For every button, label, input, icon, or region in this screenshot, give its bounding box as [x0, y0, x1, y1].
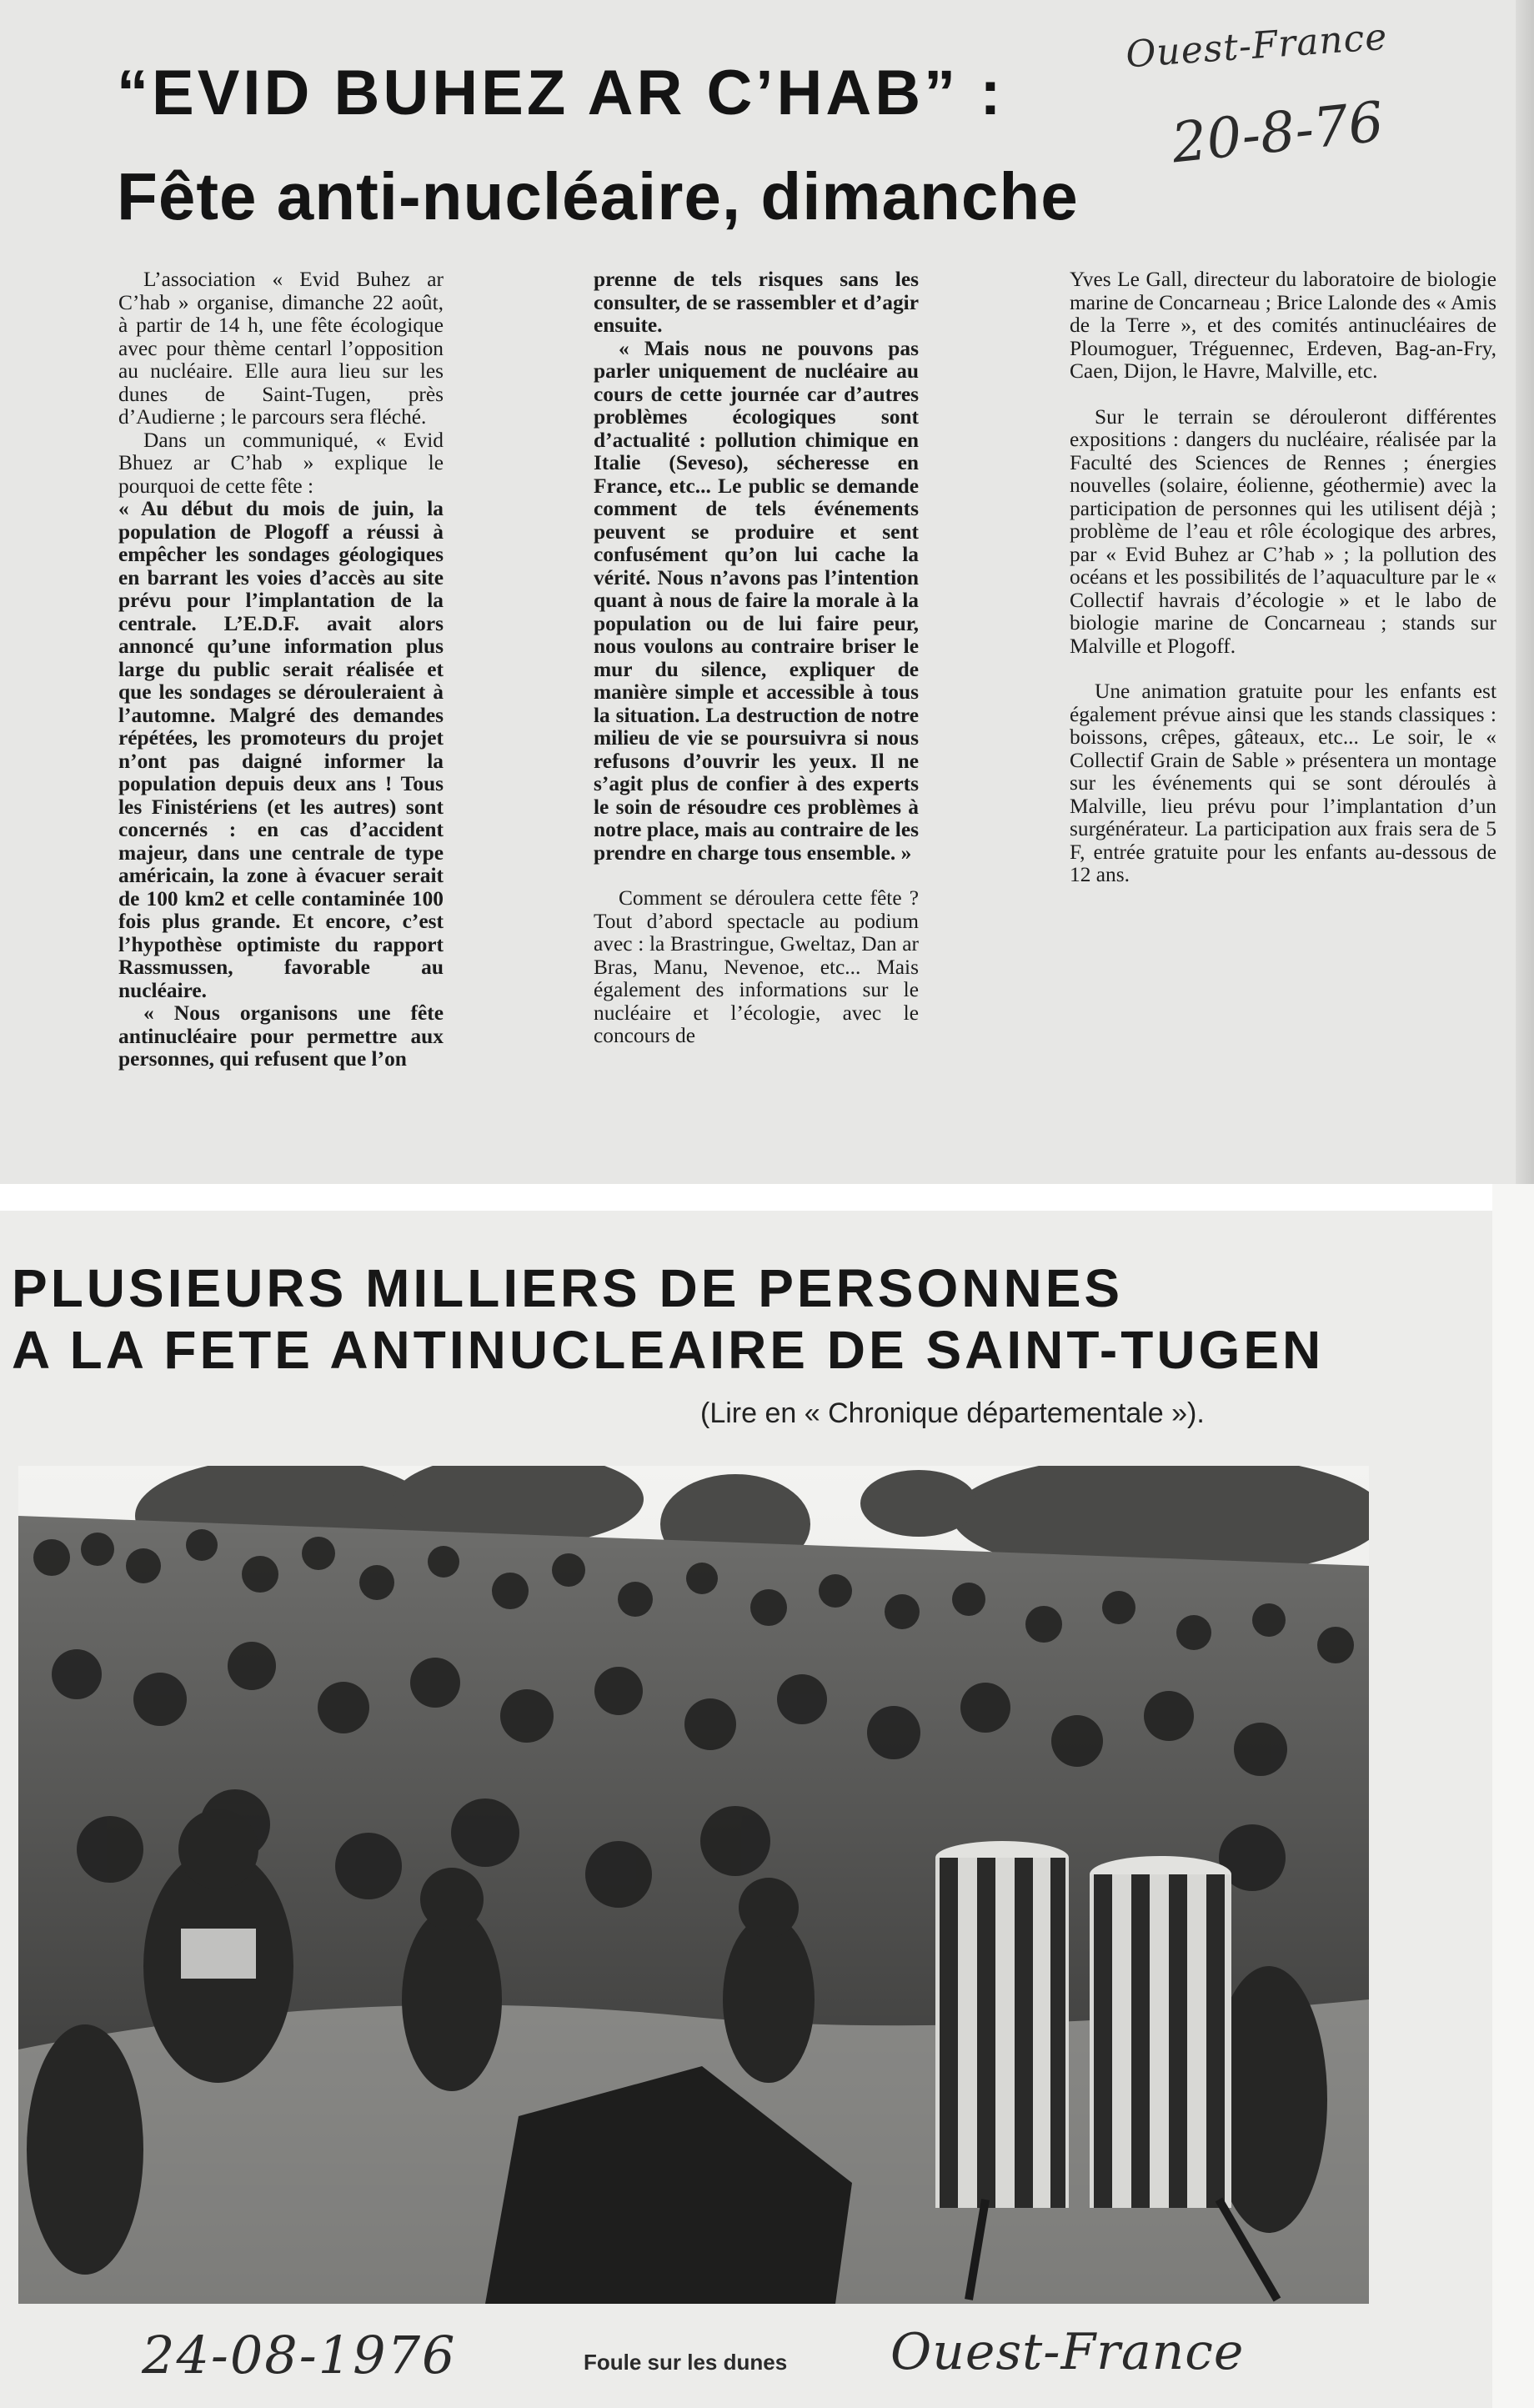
article-headline: Fête anti-nucléaire, dimanche: [117, 159, 1079, 233]
paragraph: « Mais nous ne pouvons pas parler uniquement de nucléaire au cours de cette journée car d’autres problèmes écologiques sont d’actualité : pollution chimique en Italie (Seveso), sécheresse en France, etc... Le public se demande comment de tels événements peuvent se produire et sent confusément qu’on lui cache la vérité. Nous n’avons pas l’intention quant à nous de faire la morale à la population ou de lui faire peur, nous voulons au contraire briser le mur du silence, expliquer de manière simple et accessible à tous la situation. La destruction de notre milieu de vie se poursuivra si nous refusons d’ouvrir les yeux. Il ne s’agit plus de confier à des experts le soin de résoudre ces problèmes à notre place, mais au contraire de les prendre en charge tous ensemble. »: [594, 336, 919, 865]
paragraph: « Au début du mois de juin, la population de Plogoff a réussi à empêcher les sondages géologiques en barrant les voies d’accès au site prévu pour l’implantation de la centrale. L’E.D.F. avait alors annoncé qu’une information plus large du public serait réalisée et que les sondages se dérouleraient à l’automne. Malgré des demandes répétées, les promoteurs du projet n’ont pas daigné informer la population depuis deux ans ! Tous les Finistériens (et les autres) sont concernés : en cas d’accident majeur, dans une centrale de type américain, la zone à évacuer serait de 100 km2 et celle contaminée 100 fois plus grande. Et encore, c’est l’hypothèse optimiste du rapport Rassmussen, favorable au nucléaire.: [118, 497, 444, 1002]
report-headline: [12, 1257, 1429, 1381]
paragraph: Sur le terrain se dérouleront différentes expositions : dangers du nucléaire, réalisée par la Faculté des Sciences de Rennes ; énergies nouvelles (solaire, éolienne, géothermie) avec la participation de personnes qui les utilisent déjà ; problème de l’eau et rôle écologique des arbres, par « Evid Buhez ar C’hab » ; la pollution des océans et les possibilités de l’aquaculture par le « Collectif havrais d’écologie » et le labo de biologie marine de Concarneau ; stands sur Malville et Plogoff.: [1070, 404, 1496, 658]
clipping-bottom-edge: [1492, 1184, 1534, 2408]
handwritten-source-note: Ouest-France: [1124, 15, 1389, 77]
paragraph: Yves Le Gall, directeur du laboratoire de biologie marine de Concarneau ; Brice Lalonde des « Amis de la Terre », et des comités antinucléaires de Ploumoguer, Tréguennec, Erdeven, Bag-an-Fry, Caen, Dijon, le Havre, Malville, etc.: [1070, 268, 1496, 383]
article-kicker: “EVID BUHEZ AR C’HAB” :: [117, 58, 1005, 128]
paragraph: « Nous organisons une fête antinucléaire pour permettre aux personnes, qui refusent que l’on: [118, 1001, 444, 1071]
paragraph: L’association « Evid Buhez ar C’hab » organise, dimanche 22 août, à partir de 14 h, une fête écologique avec pour thème centarl l’opposition au nucléaire. Elle aura lieu sur les dunes de Saint-Tugen, près d’Audierne ; le parcours sera fléché.: [118, 268, 444, 429]
handwritten-date-note: 20-8-76: [1168, 89, 1387, 176]
crowd-photo: [18, 1466, 1369, 2304]
paragraph: prenne de tels risques sans les consulter, de se rassembler et d’agir ensuite.: [594, 268, 919, 337]
article-column-1: [118, 268, 444, 1071]
report-headline-line-2: A LA FETE ANTINUCLEAIRE DE SAINT-TUGEN: [12, 1320, 1325, 1380]
paragraph: Comment se déroulera cette fête ? Tout d’abord spectacle au podium avec : la Brastringue, Gweltaz, Dan ar Bras, Manu, Nevenoe, etc... Mais également des informations sur le nucléaire et l’écologie, avec le concours de: [594, 886, 919, 1047]
crowd-photo-drawing: [18, 1466, 1369, 2304]
photo-caption: Foule sur les dunes: [584, 2350, 788, 2375]
report-headline-line-1: PLUSIEURS MILLIERS DE PERSONNES: [12, 1258, 1124, 1318]
see-also-reference: (Lire en « Chronique départementale »).: [700, 1397, 1205, 1429]
handwritten-date-note: 24-08-1976: [142, 2325, 457, 2385]
article-column-3: [1070, 268, 1496, 887]
paragraph: Une animation gratuite pour les enfants est également prévue ainsi que les stands classiques : boissons, crêpes, gâteaux, etc... Le soir, le « Collectif Grain de Sable » présentera un montage sur les événements qui se sont déroulés à Malville, lieu prévu pour l’implantation d’un surgénérateur. La participation aux frais sera de 5 F, entrée gratuite pour les enfants au-dessous de 12 ans.: [1070, 680, 1496, 886]
paragraph: Dans un communiqué, « Evid Bhuez ar C’hab » explique le pourquoi de cette fête :: [118, 428, 444, 498]
clipping-top-edge: [1516, 0, 1534, 1184]
article-column-2: [594, 268, 919, 1048]
handwritten-source-note: Ouest-France: [890, 2323, 1245, 2381]
